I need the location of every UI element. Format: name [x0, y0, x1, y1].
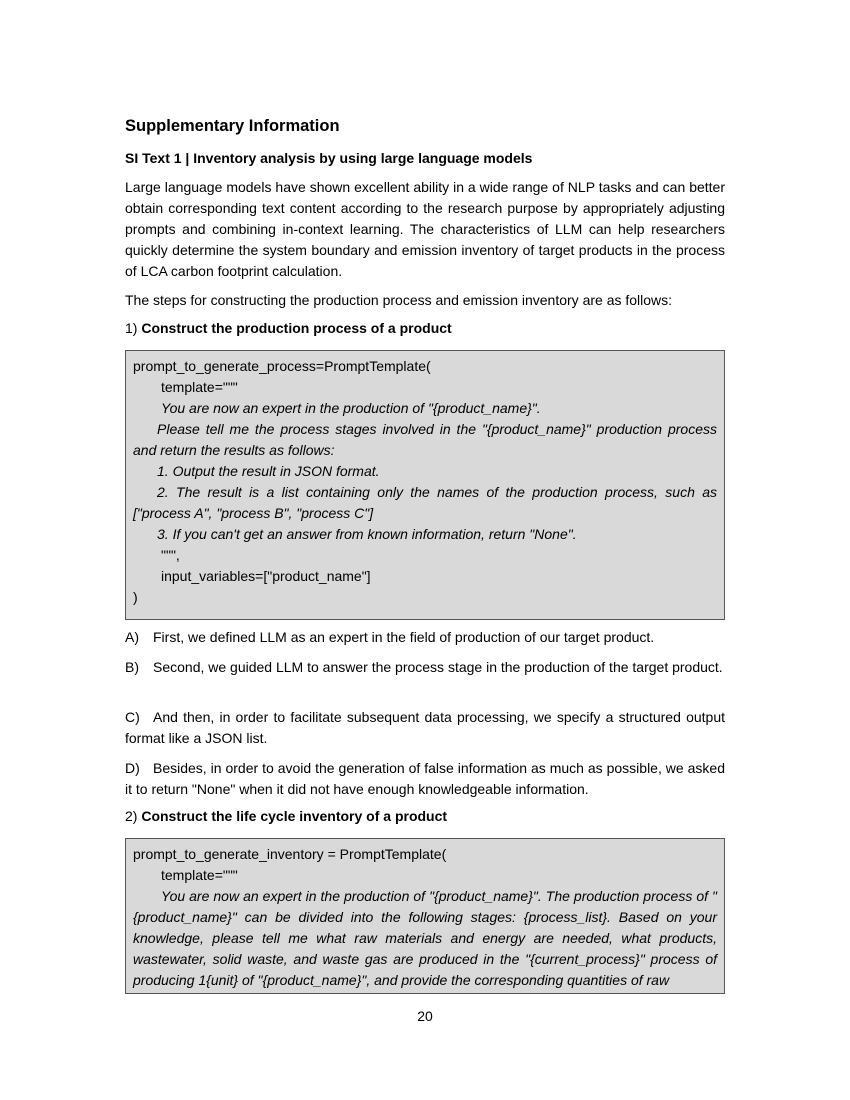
- list-item-text: And then, in order to facilitate subsequent data processing, we specify a structured output format like a JSON list.: [125, 709, 725, 746]
- step-1-heading: [125, 320, 452, 336]
- step-2-label: Construct the life cycle inventory of a product: [141, 808, 448, 824]
- list-item-label: C): [125, 709, 140, 725]
- step-2-heading: [125, 808, 447, 824]
- code-line: Please tell me the process stages involved in the "{product_name}" production process and return the results as follows:: [133, 421, 717, 458]
- list-item-label: B): [125, 659, 139, 675]
- list-item: [125, 758, 725, 800]
- code-line: template=""": [161, 379, 238, 395]
- list-item-label: A): [125, 629, 139, 645]
- code-line: template=""": [161, 867, 238, 883]
- list-item-text: First, we defined LLM as an expert in the field of production of our target product.: [153, 629, 655, 645]
- list-item: [125, 707, 725, 749]
- code-line: You are now an expert in the production of "{product_name}". The production process of "{product_name}" can be divided into the following stages: {process_list}. Based on your knowledge, please tell me what raw materials and energy are needed, what products, wastewater, solid waste, and waste gas are produced in the "{current_process}" process of producing 1{unit} of "{product_name}", and provide the corresponding quantities of raw: [133, 888, 717, 988]
- step-2-number: 2): [125, 808, 142, 824]
- code-block-inventory: [125, 838, 725, 994]
- code-line: """,: [161, 547, 180, 563]
- section-heading: Supplementary Information: [125, 117, 340, 135]
- code-line: input_variables=["product_name"]: [161, 568, 371, 584]
- code-line: You are now an expert in the production of "{product_name}".: [161, 400, 541, 416]
- page-number: 20: [417, 1008, 433, 1024]
- code-block-process: [125, 350, 725, 620]
- intro-paragraph: Large language models have shown excellent ability in a wide range of NLP tasks and can better obtain corresponding text content according to the research purpose by appropriately adjusting prompts and combining in-context learning. The characteristics of LLM can help researchers quickly determine the system boundary and emission inventory of target products in the process of LCA carbon footprint calculation.: [125, 179, 725, 279]
- list-item-text: Besides, in order to avoid the generation of false information as much as possible, we asked it to return "None" when it did not have enough knowledgeable information.: [125, 760, 725, 797]
- list-item-text: Second, we guided LLM to answer the process stage in the production of the target product.: [153, 659, 723, 675]
- subsection-heading: SI Text 1 | Inventory analysis by using large language models: [125, 150, 533, 166]
- code-line: 1. Output the result in JSON format.: [157, 463, 380, 479]
- step-1-number: 1): [125, 320, 142, 336]
- list-item: [125, 627, 725, 648]
- code-line: ): [133, 589, 138, 605]
- steps-intro-paragraph: The steps for constructing the production process and emission inventory are as follows:: [125, 292, 673, 308]
- step-1-label: Construct the production process of a product: [141, 320, 452, 336]
- code-line: 3. If you can't get an answer from known information, return "None".: [157, 526, 577, 542]
- code-line: prompt_to_generate_inventory = PromptTemplate(: [133, 846, 447, 862]
- code-line: prompt_to_generate_process=PromptTemplate(: [133, 358, 431, 374]
- code-line: 2. The result is a list containing only the names of the production process, such as ["process A", "process B", "process C"]: [133, 484, 717, 521]
- list-item: [125, 657, 725, 678]
- list-item-label: D): [125, 760, 140, 776]
